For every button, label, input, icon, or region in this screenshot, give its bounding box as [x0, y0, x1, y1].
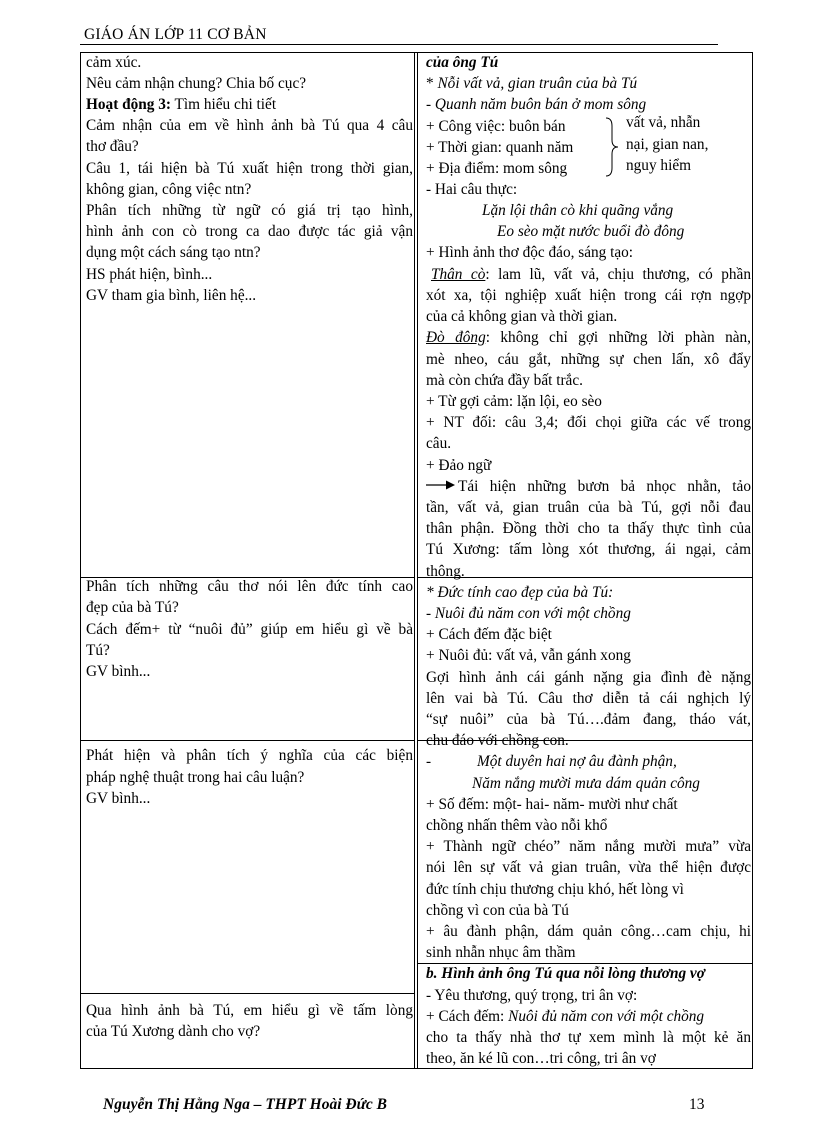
header-rule [80, 44, 718, 45]
right-text: tần, vất vả, gian truân của bà Tú, gợi nỗi đau [426, 499, 751, 516]
right-text: + Hình ảnh thơ độc đáo, sáng tạo: [426, 244, 634, 261]
poem-line: Lặn lội thân cò khi quãng vắng [482, 202, 674, 219]
right-text: Tú Xương: tấm lòng xót thương, ái ngại, cảm [426, 541, 751, 558]
left-text: Cảm nhận của em về hình ảnh bà Tú qua 4 câu [86, 117, 413, 134]
left-text: Qua hình ảnh bà Tú, em hiểu gì về tấm lòng [86, 1002, 413, 1019]
right-text: + Đảo ngữ [426, 457, 492, 474]
right-text: + Cách đếm đặc biệt [426, 626, 552, 643]
left-text: Phân tích những từ ngữ có giá trị tạo hình, [86, 202, 413, 219]
activity-heading [86, 95, 276, 115]
poem-line: Năm nắng mười mưa dám quản công [472, 775, 700, 792]
column-divider [414, 52, 418, 1069]
left-text: thơ đầu? [86, 138, 139, 155]
right-text: + Từ gợi cảm: lặn lội, eo sèo [426, 393, 602, 410]
left-text: cảm xúc. [86, 54, 142, 71]
right-text: - Hai câu thực: [426, 181, 518, 198]
right-text: sinh nhẫn nhục âm thầm [426, 944, 576, 961]
section-title: * Đức tính cao đẹp của bà Tú: [426, 584, 614, 601]
left-text: GV bình... [86, 663, 151, 680]
left-text: Câu 1, tái hiện bà Tú xuất hiện trong thời gian, [86, 160, 413, 177]
left-text: Tú? [86, 642, 110, 659]
right-text-line [426, 95, 646, 115]
section-heading [426, 74, 637, 94]
left-text: HS phát hiện, bình... [86, 266, 213, 283]
term: Đò đông [426, 329, 486, 346]
left-text: Phân tích những câu thơ nói lên đức tính cao [86, 578, 413, 595]
left-text: GV bình... [86, 790, 151, 807]
section-title: Nỗi vất vả, gian truân của bà Tú [437, 75, 638, 92]
arrow-right-icon [426, 479, 456, 491]
right-text: xót xa, tội nghiệp xuất hiện trong cái rợn ngợp [426, 287, 751, 304]
curly-brace-icon [604, 116, 620, 178]
right-text: Gợi hình ảnh cái gánh nặng gia đình đè nặng [426, 669, 751, 686]
poem-line: Eo sèo mặt nước buổi đò đông [497, 223, 685, 240]
right-text: “sự nuôi” của bà Tú….đảm đang, tháo vát, [426, 711, 751, 728]
right-text: + Thời gian: quanh năm [426, 139, 574, 156]
dash-marker: - [426, 96, 435, 113]
activity-text: Tìm hiểu chi tiết [171, 96, 277, 113]
term-desc: : lam lũ, vất vả, chịu thương, có phần [485, 266, 751, 283]
left-text: của Tú Xương dành cho vợ? [86, 1023, 261, 1040]
right-text: đức tính chịu thương chịu khó, hết lòng vì [426, 881, 684, 898]
right-text: thân phận. Đồng thời cho ta thấy thực tình của [426, 520, 751, 537]
right-text: + Nuôi đủ: vất vả, vẫn gánh xong [426, 647, 631, 664]
poem-line: Nuôi đủ năm con với một chồng [508, 1008, 705, 1025]
activity-label: Hoạt động 3: [86, 96, 171, 113]
right-text: Tái hiện những bươn bả nhọc nhằn, tảo [458, 478, 751, 495]
poem-line: - Nuôi đủ năm con với một chồng [426, 605, 631, 622]
right-text: mè nheo, cáu gắt, những sự chen lấn, xô đẩy [426, 351, 751, 368]
right-text: theo, ăn ké lũ con…tri công, tri ân vợ [426, 1050, 656, 1067]
left-text: GV tham gia bình, liên hệ... [86, 287, 257, 304]
right-text: chu đáo với chồng con. [426, 732, 569, 749]
right-text: + Công việc: buôn bán [426, 118, 566, 135]
dash-marker: - [426, 753, 432, 770]
right-text: câu. [426, 435, 452, 452]
term-desc: : không chỉ gợi những lời phàn nàn, [485, 329, 751, 346]
right-text: + Số đếm: một- hai- năm- mười như chất [426, 796, 678, 813]
label: + Cách đếm: [426, 1008, 509, 1025]
right-text: + âu đành phận, dám quản công…cam chịu, hi [426, 923, 751, 940]
left-text: pháp nghệ thuật trong hai câu luận? [86, 769, 305, 786]
poem-line: Quanh năm buôn bán ở mom sông [434, 96, 647, 113]
right-text: chồng nhấn thêm vào nỗi khổ [426, 817, 608, 834]
right-text: - Yêu thương, quý trọng, tri ân vợ: [426, 987, 638, 1004]
footer-author: Nguyễn Thị Hằng Nga – THPT Hoài Đức B [103, 1096, 387, 1113]
left-text: Cách đếm+ từ “nuôi đủ” giúp em hiểu gì về bà [86, 621, 413, 638]
right-text-line [431, 265, 751, 285]
left-text: đẹp của bà Tú? [86, 599, 179, 616]
right-text: + Địa điểm: mom sông [426, 160, 568, 177]
right-text: nói lên sự vất vả gian truân, vừa thể hiện được [426, 859, 751, 876]
star-marker: * [426, 75, 438, 92]
page-number: 13 [689, 1096, 705, 1113]
brace-text: nại, gian nan, [626, 136, 709, 153]
right-text: mà còn chứa đầy bất trắc. [426, 372, 583, 389]
poem-line: Một duyên hai nợ âu đành phận, [477, 753, 677, 770]
right-text: của cả không gian và thời gian. [426, 308, 618, 325]
right-row-divider [418, 577, 753, 578]
left-text: Phát hiện và phân tích ý nghĩa của các biện [86, 747, 413, 764]
right-text: + NT đối: câu 3,4; đối chọi giữa các vế trong [426, 414, 751, 431]
right-text: của ông Tú [426, 54, 499, 71]
brace-text: nguy hiểm [626, 157, 692, 174]
right-text: thông. [426, 563, 465, 580]
left-text: hình ảnh con cò trong ca dao được tác giả vận [86, 223, 413, 240]
left-text: dụng một cách sáng tạo ntn? [86, 244, 261, 261]
term: Thân cò [431, 266, 486, 283]
right-text: + Thành ngữ chéo” năm nắng mười mưa” vừa [426, 838, 751, 855]
right-text-line [426, 328, 751, 348]
right-text: lên vai bà Tú. Câu thơ diễn tả cái nghịch lý [426, 690, 751, 707]
left-row-divider [80, 993, 415, 994]
right-text: cho ta thấy nhà thơ tự xem mình là một kẻ ăn [426, 1029, 751, 1046]
left-text: không gian, công việc ntn? [86, 181, 252, 198]
section-heading: b. Hình ảnh ông Tú qua nỗi lòng thương vợ [426, 965, 705, 982]
brace-text: vất vả, nhẫn [626, 114, 701, 131]
right-text: chồng vì con của bà Tú [426, 902, 569, 919]
header-title: GIÁO ÁN LỚP 11 CƠ BẢN [84, 26, 267, 43]
left-text: Nêu cảm nhận chung? Chia bố cục? [86, 75, 307, 92]
right-text-line [426, 1007, 704, 1027]
left-row-divider [80, 740, 415, 741]
